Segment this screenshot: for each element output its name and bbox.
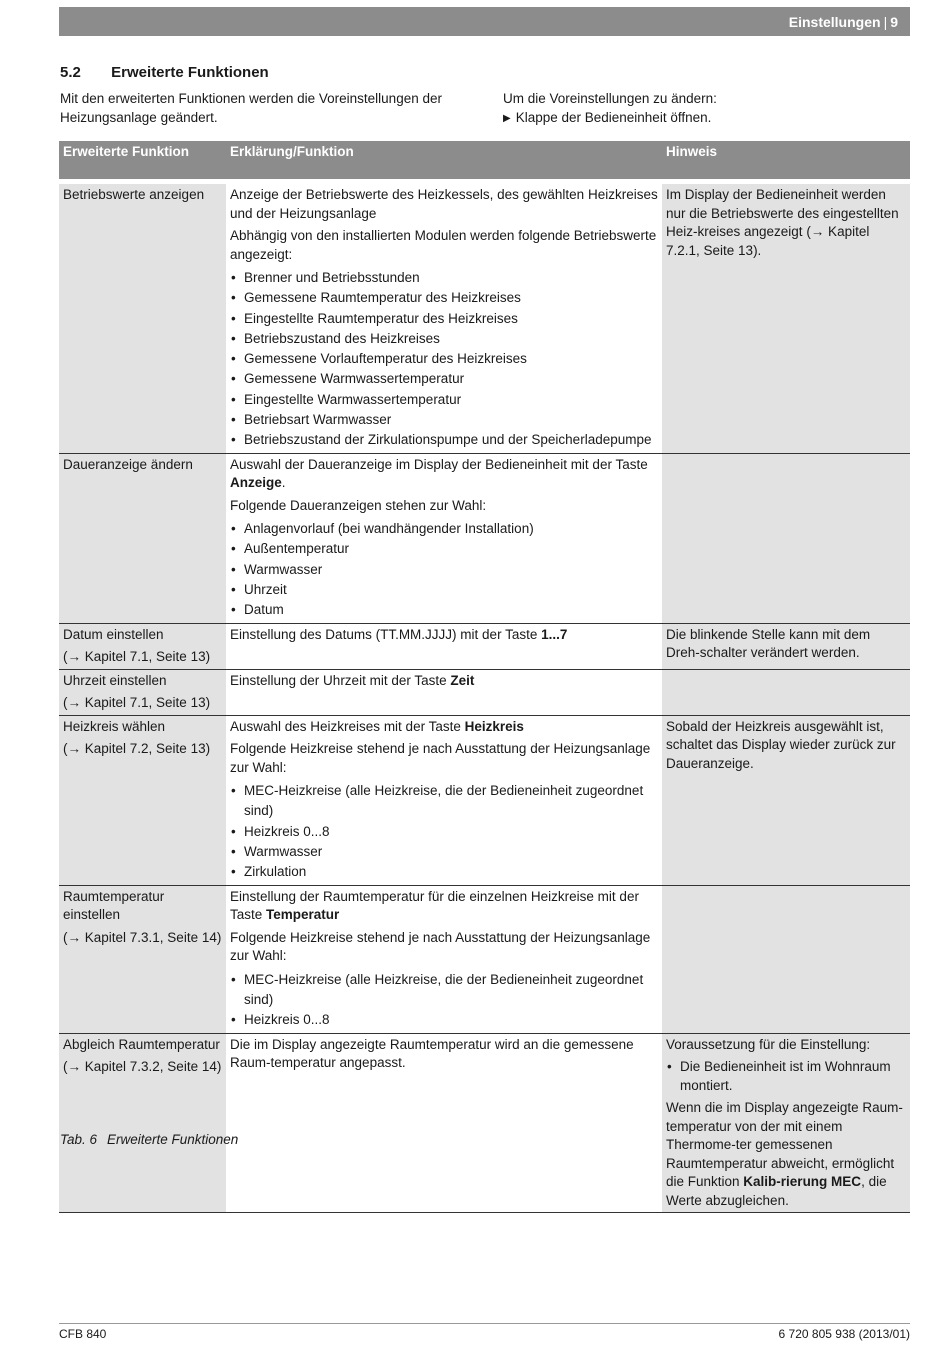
list-item: • Die Bedieneinheit ist im Wohnraum montiert.: [666, 1058, 906, 1095]
list-item: • Betriebsart Warmwasser: [230, 410, 658, 430]
page-header-bar: [59, 7, 910, 36]
chapter-reference: (→ Kapitel 7.3.2, Seite 14): [63, 1059, 222, 1075]
chapter-reference: (→ Kapitel 7.3.1, Seite 14): [63, 929, 222, 945]
table-row: [59, 623, 910, 669]
list-item: • Eingestellte Warmwassertemperatur: [230, 390, 658, 410]
column-header-function: Erweiterte Funktion: [59, 141, 226, 179]
key-label: 1...7: [541, 626, 568, 642]
function-description: Anzeige der Betriebswerte des Heizkessels, des gewählten Heizkreises und der Heizungsanlage: [230, 187, 658, 221]
function-name: Raumtemperatur einstellen: [63, 888, 165, 923]
footer-product: CFB 840: [59, 1327, 107, 1341]
table-row: [59, 715, 910, 885]
instruction-lead: Um die Voreinstellungen zu ändern:: [503, 91, 717, 106]
function-description: [230, 626, 658, 645]
list-item: • Warmwasser: [230, 560, 658, 580]
list-item: • MEC-Heizkreise (alle Heizkreise, die der Bedieneinheit zugeordnet sind): [230, 781, 658, 822]
function-name: Heizkreis wählen: [63, 718, 166, 734]
list-item: • Datum: [230, 600, 658, 620]
note-text: Wenn die im Display angezeigte Raum-temperatur von der mit einem Thermome-ter gemessenen Raumtemperatur abweicht, ermöglicht die Funktion: [666, 1100, 903, 1190]
bullet-list: [230, 781, 658, 882]
section-number: 5.2: [60, 64, 81, 81]
list-item: • Uhrzeit: [230, 580, 658, 600]
function-note: Im Display der Bedieneinheit werden nur die Betriebswerte des eingestellten Heiz-kreises angezeigt (→ Kapitel 7.2.1, Seite 13).: [666, 187, 899, 258]
list-item: • Eingestellte Raumtemperatur des Heizkreises: [230, 309, 658, 329]
description-text: Einstellung der Uhrzeit mit der Taste: [230, 672, 451, 688]
table-row: [59, 184, 910, 453]
function-note: Voraussetzung für die Einstellung:: [666, 1036, 871, 1052]
footer-doc-number: 6 720 805 938 (2013/01): [778, 1327, 910, 1341]
function-description: [230, 456, 658, 493]
column-header-explanation: Erklärung/Funktion: [226, 141, 662, 179]
function-description: Folgende Daueranzeigen stehen zur Wahl:: [230, 497, 487, 513]
bullet-list: [230, 268, 658, 451]
list-item: • Zirkulation: [230, 862, 658, 882]
function-description: Die im Display angezeigte Raumtemperatur wird an die gemessene Raum-temperatur angepasst.: [230, 1036, 634, 1071]
functions-table: [59, 141, 910, 1213]
function-name: Betriebswerte anzeigen: [63, 187, 205, 202]
list-item: • Betriebszustand des Heizkreises: [230, 329, 658, 349]
bullet-list: [666, 1058, 906, 1095]
list-item: • Warmwasser: [230, 842, 658, 862]
chapter-reference: (→ Kapitel 7.2, Seite 13): [63, 741, 211, 757]
list-item: • Gemessene Raumtemperatur des Heizkreises: [230, 288, 658, 308]
table-row: [59, 669, 910, 715]
caption-label: Tab. 6: [60, 1132, 98, 1147]
function-description: Folgende Heizkreise stehend je nach Ausstattung der Heizungsanlage zur Wahl:: [230, 741, 651, 775]
function-description: [230, 888, 658, 925]
bullet-list: [230, 519, 658, 620]
list-item: • Betriebszustand der Zirkulationspumpe und der Speicherladepumpe: [230, 430, 658, 450]
instruction-step: ▶ Klappe der Bedieneinheit öffnen.: [503, 109, 903, 130]
intro-instructions: [503, 90, 903, 129]
function-note: [666, 1099, 906, 1210]
key-label: Heizkreis: [464, 718, 524, 734]
table-header-row: [59, 141, 910, 179]
chapter-reference: (→ Kapitel 7.1, Seite 13): [63, 695, 211, 711]
header-page-number: 9: [890, 13, 898, 30]
note-text: , die Werte abzugleichen.: [666, 1174, 887, 1208]
table-row: [59, 885, 910, 1033]
list-item: • MEC-Heizkreise (alle Heizkreise, die der Bedieneinheit zugeordnet sind): [230, 970, 658, 1011]
header-separator: |: [883, 13, 888, 30]
table-row: [59, 1033, 910, 1213]
description-text: .: [281, 475, 286, 491]
list-item: • Heizkreis 0...8: [230, 822, 658, 842]
list-item: • Gemessene Warmwassertemperatur: [230, 369, 658, 389]
description-text: Einstellung des Datums (TT.MM.JJJJ) mit der Taste: [230, 626, 542, 642]
intro-text: Mit den erweiterten Funktionen werden die Voreinstellungen der Heizungsanlage geändert.: [60, 91, 442, 125]
section-title: Erweiterte Funktionen: [111, 64, 269, 81]
caption-text: Erweiterte Funktionen: [107, 1132, 239, 1147]
description-text: Auswahl der Daueranzeige im Display der Bedieneinheit mit der Taste: [230, 456, 648, 472]
header-section-title: Einstellungen: [788, 13, 881, 30]
footer-divider: [59, 1323, 910, 1324]
description-text: Auswahl des Heizkreises mit der Taste: [230, 718, 465, 734]
function-note: Sobald der Heizkreis ausgewählt ist, schaltet das Display wieder zurück zur Daueranzeige.: [666, 718, 896, 771]
list-item: • Brenner und Betriebsstunden: [230, 268, 658, 288]
key-label: Temperatur: [266, 907, 340, 923]
function-description: Abhängig von den installierten Modulen werden folgende Betriebswerte angezeigt:: [230, 228, 657, 262]
key-label: Zeit: [450, 672, 475, 688]
function-name: Datum einstellen: [63, 626, 164, 642]
list-item: • Anlagenvorlauf (bei wandhängender Installation): [230, 519, 658, 539]
key-label: Anzeige: [230, 475, 282, 491]
bullet-list: [230, 970, 658, 1031]
function-name: Daueranzeige ändern: [63, 456, 193, 472]
section-heading: [60, 64, 269, 81]
description-text: Einstellung der Raumtemperatur für die einzelnen Heizkreise mit der Taste: [230, 888, 639, 923]
list-item: • Gemessene Vorlauftemperatur des Heizkreises: [230, 349, 658, 369]
table-row: [59, 453, 910, 623]
column-header-note: Hinweis: [662, 141, 910, 179]
function-description: Folgende Heizkreise stehend je nach Ausstattung der Heizungsanlage zur Wahl:: [230, 929, 651, 964]
function-label: Kalib-rierung MEC: [743, 1174, 862, 1190]
function-note: Die blinkende Stelle kann mit dem Dreh-schalter verändert werden.: [666, 626, 871, 661]
list-item: • Heizkreis 0...8: [230, 1010, 658, 1030]
function-name: Abgleich Raumtemperatur: [63, 1036, 220, 1052]
function-name: Uhrzeit einstellen: [63, 672, 167, 688]
list-item: • Außentemperatur: [230, 539, 658, 559]
chapter-reference: (→ Kapitel 7.1, Seite 13): [63, 649, 211, 665]
function-description: [230, 672, 658, 691]
function-description: [230, 718, 658, 737]
table-caption: [60, 1132, 238, 1147]
